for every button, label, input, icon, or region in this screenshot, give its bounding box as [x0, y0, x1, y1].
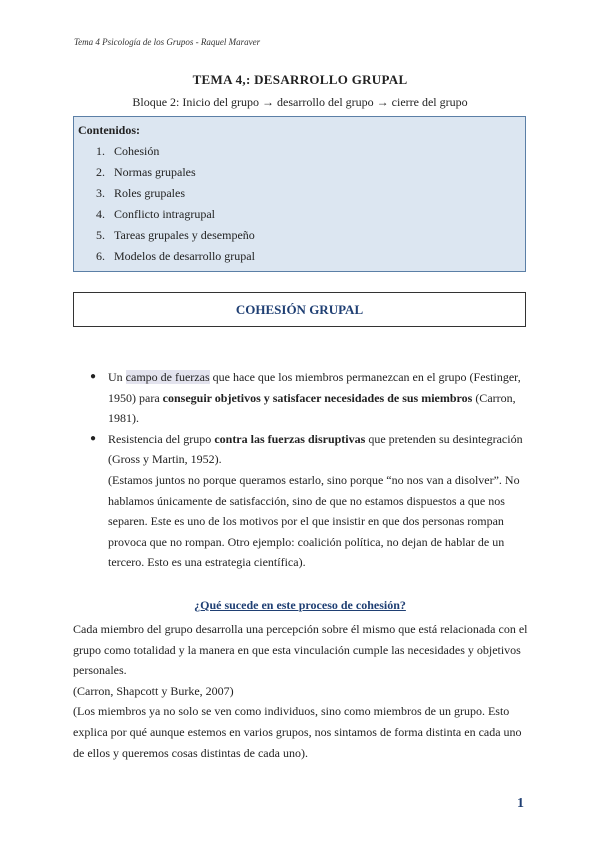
- page-title: TEMA 4,: DESARROLLO GRUPAL: [192, 72, 408, 87]
- contents-item: [78, 246, 521, 267]
- contents-item: [78, 225, 521, 246]
- bullet-text: que pretenden su desintegración (Gross y Martin, 1952).: [108, 431, 523, 467]
- bullet-item: [90, 429, 530, 573]
- contents-item-label: Tareas grupales y desempeño: [114, 228, 255, 242]
- contents-item-number: 5.: [96, 228, 105, 242]
- bullet-text: Un: [108, 370, 126, 384]
- bullet-text: Resistencia del grupo: [108, 431, 215, 446]
- running-header: Tema 4 Psicología de los Grupos - Raquel Maraver: [74, 37, 261, 47]
- page-number: 1: [517, 796, 524, 811]
- contents-item-number: 1.: [96, 144, 105, 158]
- contents-heading: Contenidos:: [78, 123, 141, 137]
- bullet-item: [90, 367, 530, 429]
- bullet-text: que hace que los miembros permanezcan en el grupo (Festinger, 1950) para: [108, 370, 521, 405]
- bullet-dot-icon: ●: [90, 371, 97, 382]
- contents-item-label: Normas grupales: [114, 165, 196, 179]
- bullet-text: (Carron, 1981).: [108, 390, 516, 426]
- contents-item-number: 3.: [96, 186, 105, 200]
- contents-box: [73, 116, 526, 272]
- contents-item: [78, 204, 521, 225]
- contents-item-label: Modelos de desarrollo grupal: [114, 249, 255, 263]
- section-question: ¿Qué sucede en este proceso de cohesión?: [194, 598, 406, 612]
- bullet-bold-text: contra las fuerzas disruptivas: [214, 431, 366, 446]
- paragraph: (Los miembros ya no solo se ven como individuos, sino como miembros de un grupo. Esto explica por qué aunque estemos en varios grupos, nos sintamos de forma distinta en cada uno de ellos y queremos cosas distintas de cada uno).: [73, 704, 522, 760]
- contents-item-label: Roles grupales: [114, 186, 185, 200]
- body-text: [73, 619, 530, 763]
- page-subtitle: Bloque 2: Inicio del grupo → desarrollo del grupo → cierre del grupo: [132, 95, 468, 109]
- bullet-note: (Estamos juntos no porque queramos estarlo, sino porque “no nos van a disolver”. No hablamos únicamente de satisfacción, sino de que no estamos dispuestos a que nos separen. Este es uno de los motivos por el que insistir en que dos personas rompan provoca que no rompan. Otro ejemplo: coalición política, no dejan de hablar de un tercero. Esto es una estrategia científica).: [108, 472, 520, 570]
- bullet-bold-text: conseguir objetivos y satisfacer necesidades de sus miembros: [162, 390, 473, 405]
- citation: (Carron, Shapcott y Burke, 2007): [73, 683, 234, 698]
- contents-item: [78, 162, 521, 183]
- contents-list: [78, 141, 521, 267]
- section-title: COHESIÓN GRUPAL: [235, 302, 364, 317]
- contents-item-number: 2.: [96, 165, 105, 179]
- paragraph: Cada miembro del grupo desarrolla una percepción sobre él mismo que está relacionada con el grupo como totalidad y la manera en que esta vinculación cumple las necesidades y objetivos personales.: [73, 622, 528, 678]
- contents-item-label: Cohesión: [114, 144, 160, 158]
- contents-item: [78, 141, 521, 162]
- contents-item-number: 4.: [96, 207, 105, 221]
- bullet-dot-icon: ●: [90, 432, 97, 444]
- highlighted-term: campo de fuerzas: [125, 370, 210, 384]
- contents-item-number: 6.: [96, 249, 105, 263]
- bullet-list: [90, 367, 530, 573]
- contents-item-label: Conflicto intragrupal: [114, 207, 215, 221]
- section-heading-box: [73, 292, 526, 327]
- contents-item: [78, 183, 521, 204]
